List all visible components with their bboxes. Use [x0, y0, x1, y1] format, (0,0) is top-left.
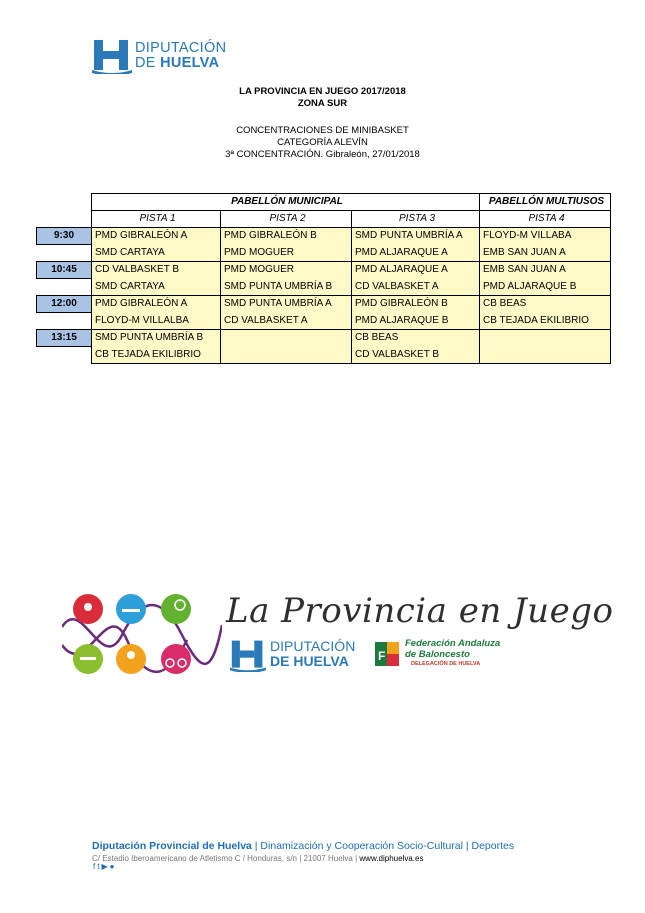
heading-title: LA PROVINCIA EN JUEGO 2017/2018 [239, 86, 406, 97]
schedule-table [36, 193, 611, 364]
fab-line1: Federación Andaluza [405, 638, 501, 649]
table-row [37, 262, 611, 279]
team-cell: SMD PUNTA UMBRÍA B [221, 279, 352, 296]
team-cell: SMD CARTAYA [92, 279, 221, 296]
fab-line3: DELEGACIÓN DE HUELVA [411, 661, 481, 667]
logo-line2 [135, 55, 219, 71]
heading-date: 3ª CONCENTRACIÓN. Gibraleón, 27/01/2018 [225, 149, 420, 160]
table-row [37, 279, 611, 296]
table-row [37, 347, 611, 364]
time-blank [37, 245, 92, 262]
pista-header-3: PISTA 3 [352, 211, 480, 228]
team-cell: CD VALBASKET B [352, 347, 480, 364]
footer-address-text: C/ Estadio Iberoamericano de Atletismo C / Honduras, s/n | 21007 Huelva | [92, 854, 360, 863]
venue-municipal: PABELLÓN MUNICIPAL [92, 194, 480, 211]
time-blank [37, 313, 92, 330]
team-cell: CB TEJADA EKILIBRIO [480, 313, 611, 330]
team-cell: PMD GIBRALEÓN A [92, 296, 221, 313]
pista-header-2: PISTA 2 [221, 211, 352, 228]
la-provincia-banner [62, 585, 614, 685]
team-cell: CB BEAS [480, 296, 611, 313]
twitter-icon[interactable]: t [97, 862, 102, 871]
team-cell: CD VALBASKET A [221, 313, 352, 330]
header-blank [37, 211, 92, 228]
team-cell: FLOYD-M VILLALBA [92, 313, 221, 330]
team-cell [221, 330, 352, 347]
logo-line2-bold: HUELVA [160, 55, 220, 71]
table-row [37, 228, 611, 245]
team-cell: CB TEJADA EKILIBRIO [92, 347, 221, 364]
fab-emblem-icon [373, 640, 403, 670]
team-cell: PMD ALJARAQUE B [480, 279, 611, 296]
team-cell: CB BEAS [352, 330, 480, 347]
heading-category: CATEGORÍA ALEVÍN [277, 137, 368, 148]
team-cell: PMD ALJARAQUE A [352, 245, 480, 262]
time-blank [37, 279, 92, 296]
time-slot: 12:00 [37, 296, 92, 313]
table-row [37, 330, 611, 347]
team-cell [480, 330, 611, 347]
heading-event: CONCENTRACIONES DE MINIBASKET [236, 125, 409, 136]
header-blank [37, 194, 92, 211]
team-cell: PMD GIBRALEÓN B [221, 228, 352, 245]
team-cell: PMD GIBRALEÓN A [92, 228, 221, 245]
team-cell: SMD PUNTA UMBRÍA B [92, 330, 221, 347]
time-blank [37, 347, 92, 364]
team-cell: EMB SAN JUAN A [480, 262, 611, 279]
logo-line1: DIPUTACIÓN [135, 40, 227, 56]
table-row [37, 313, 611, 330]
banner-title: La Provincia en Juego [226, 591, 614, 631]
facebook-icon[interactable]: f [93, 862, 98, 871]
venue-multiusos: PABELLÓN MULTIUSOS [480, 194, 611, 211]
footer-website-link[interactable]: www.diphuelva.es [359, 854, 424, 863]
time-slot: 13:15 [37, 330, 92, 347]
team-cell: EMB SAN JUAN A [480, 245, 611, 262]
time-slot: 10:45 [37, 262, 92, 279]
fab-line2: de Baloncesto [405, 649, 470, 660]
mini-logo-line2: DE HUELVA [270, 653, 349, 669]
team-cell [480, 347, 611, 364]
footer-divisions: | Dinamización y Cooperación Socio-Cultural | Deportes [251, 840, 515, 852]
pista-header-4: PISTA 4 [480, 211, 611, 228]
youtube-icon[interactable]: ▶ [101, 862, 110, 871]
footer-address [92, 854, 423, 863]
logo-line2-prefix: DE [135, 55, 161, 71]
diputacion-mini-logo [230, 638, 380, 674]
team-cell: CD VALBASKET A [352, 279, 480, 296]
diputacion-h-icon [230, 638, 266, 672]
team-cell: SMD PUNTA UMBRÍA A [352, 228, 480, 245]
team-cell: PMD MOGUER [221, 262, 352, 279]
sports-circles-icon [62, 585, 222, 685]
team-cell: SMD PUNTA UMBRÍA A [221, 296, 352, 313]
time-slot: 9:30 [37, 228, 92, 245]
diputacion-h-icon [92, 38, 132, 74]
footer-org-name: Diputación Provincial de Huelva [92, 840, 252, 852]
table-row [37, 296, 611, 313]
footer-org [92, 840, 514, 852]
heading-zone: ZONA SUR [297, 98, 348, 109]
team-cell [221, 347, 352, 364]
team-cell: PMD GIBRALEÓN B [352, 296, 480, 313]
team-cell: SMD CARTAYA [92, 245, 221, 262]
flickr-icon[interactable]: ● [109, 862, 117, 871]
team-cell: CD VALBASKET B [92, 262, 221, 279]
team-cell: FLOYD-M VILLABA [480, 228, 611, 245]
table-row [37, 245, 611, 262]
diputacion-logo [92, 38, 242, 78]
team-cell: PMD ALJARAQUE B [352, 313, 480, 330]
team-cell: PMD ALJARAQUE A [352, 262, 480, 279]
team-cell: PMD MOGUER [221, 245, 352, 262]
svg-text:F: F [378, 649, 386, 663]
pista-header-1: PISTA 1 [92, 211, 221, 228]
mini-logo-line1: DIPUTACIÓN [270, 638, 356, 654]
social-icons [93, 862, 116, 871]
